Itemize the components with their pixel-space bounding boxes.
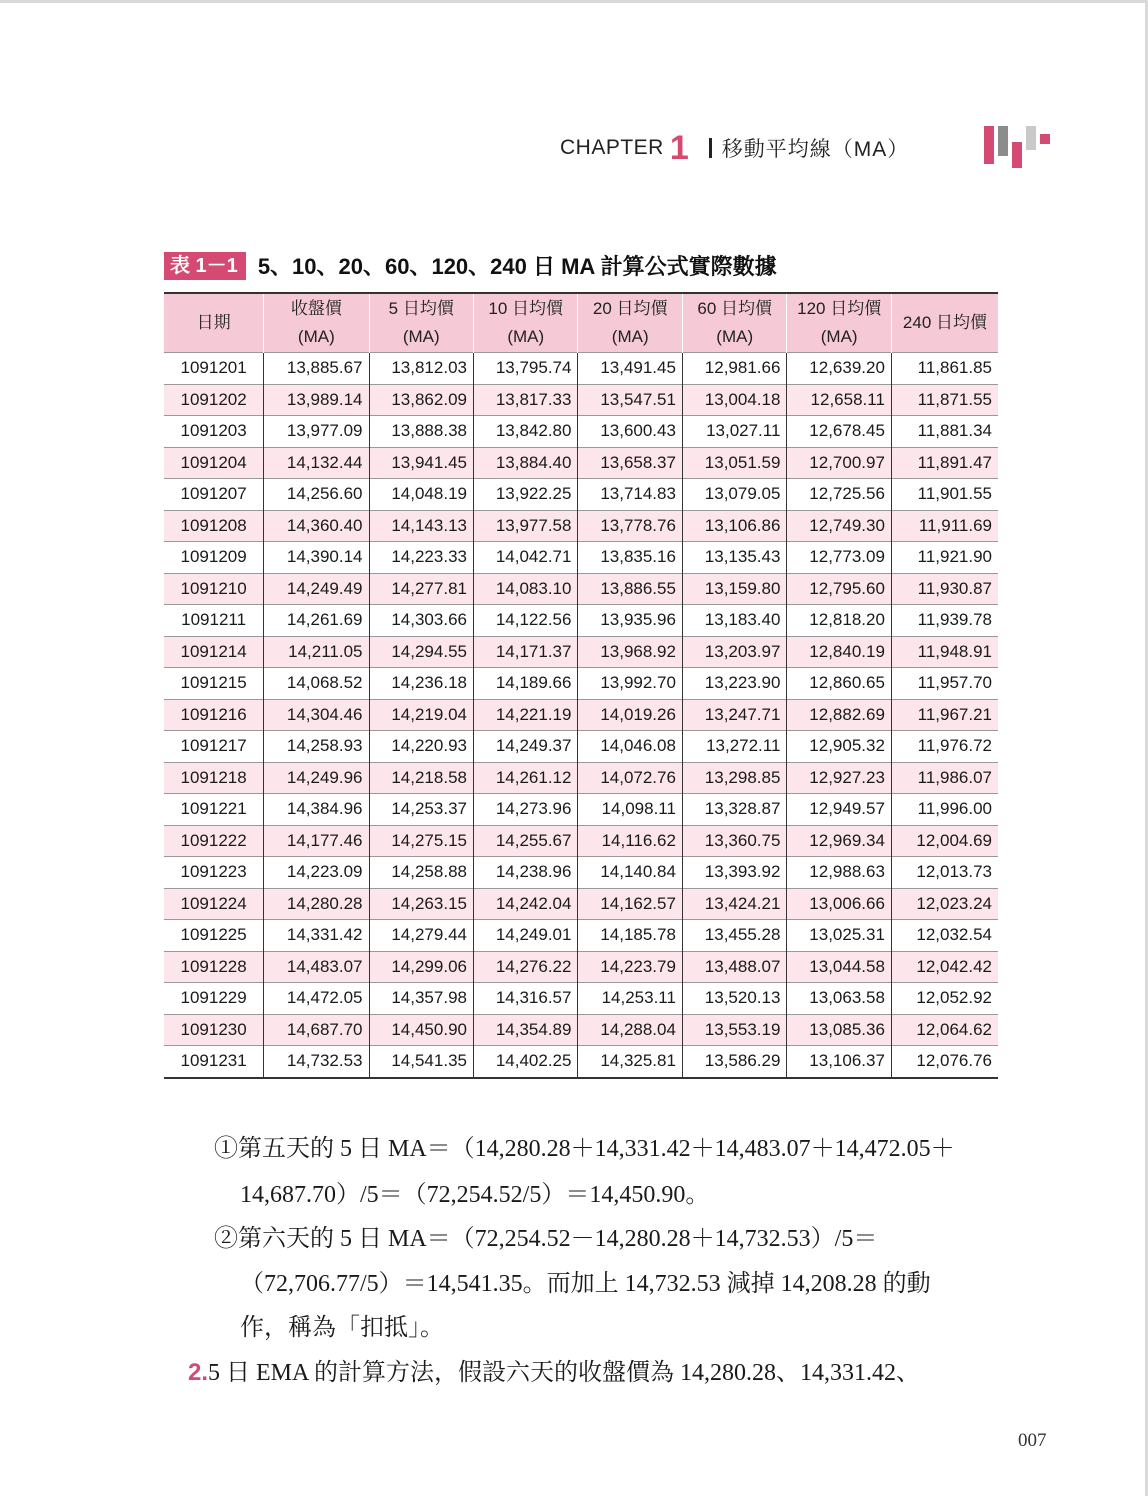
column-header-line-1: 240 日均價 (902, 313, 987, 332)
value-cell: 13,658.37 (578, 447, 682, 479)
table-row (164, 416, 998, 448)
value-cell: 14,687.70 (264, 1014, 369, 1046)
column-header-line-2: (MA) (611, 327, 649, 346)
table-row (164, 920, 998, 952)
value-cell: 14,249.49 (264, 573, 369, 605)
value-cell: 13,393.92 (682, 857, 786, 889)
page-edge-top (0, 0, 1148, 3)
value-cell: 13,183.40 (682, 605, 786, 637)
value-cell: 14,384.96 (264, 794, 369, 826)
column-header-6 (787, 293, 891, 353)
value-cell: 13,520.13 (682, 983, 786, 1015)
value-cell: 14,177.46 (264, 825, 369, 857)
column-header-2 (369, 293, 473, 353)
value-cell: 14,316.57 (473, 983, 577, 1015)
value-cell: 12,639.20 (787, 353, 891, 385)
value-cell: 13,328.87 (682, 794, 786, 826)
value-cell: 12,076.76 (891, 1046, 998, 1078)
value-cell: 14,276.22 (473, 951, 577, 983)
value-cell: 13,714.83 (578, 479, 682, 511)
value-cell: 14,249.96 (264, 762, 369, 794)
value-cell: 14,258.93 (264, 731, 369, 763)
chapter-number: 1 (669, 129, 689, 167)
value-cell: 14,263.15 (369, 888, 473, 920)
value-cell: 12,840.19 (787, 636, 891, 668)
chapter-word: CHAPTER (560, 136, 664, 159)
value-cell: 14,223.79 (578, 951, 682, 983)
column-header-line-1: 60 日均價 (697, 299, 773, 318)
value-cell: 11,948.91 (891, 636, 998, 668)
value-cell: 13,795.74 (473, 353, 577, 385)
column-header-7 (891, 293, 998, 353)
value-cell: 12,773.09 (787, 542, 891, 574)
date-cell: 1091222 (164, 825, 264, 857)
value-cell: 13,586.29 (682, 1046, 786, 1078)
value-cell: 14,068.52 (264, 668, 369, 700)
value-cell: 12,795.60 (787, 573, 891, 605)
date-cell: 1091208 (164, 510, 264, 542)
column-header-0 (164, 293, 264, 353)
value-cell: 14,238.96 (473, 857, 577, 889)
value-cell: 13,835.16 (578, 542, 682, 574)
value-cell: 13,968.92 (578, 636, 682, 668)
value-cell: 12,860.65 (787, 668, 891, 700)
value-cell: 13,842.80 (473, 416, 577, 448)
value-cell: 13,135.43 (682, 542, 786, 574)
value-cell: 13,977.58 (473, 510, 577, 542)
value-cell: 12,882.69 (787, 699, 891, 731)
date-cell: 1091215 (164, 668, 264, 700)
value-cell: 14,162.57 (578, 888, 682, 920)
value-cell: 14,331.42 (264, 920, 369, 952)
column-header-line-1: 10 日均價 (488, 299, 564, 318)
value-cell: 12,905.32 (787, 731, 891, 763)
value-cell: 12,013.73 (891, 857, 998, 889)
value-cell: 14,450.90 (369, 1014, 473, 1046)
value-cell: 13,812.03 (369, 353, 473, 385)
value-cell: 14,732.53 (264, 1046, 369, 1078)
value-cell: 13,424.21 (682, 888, 786, 920)
value-cell: 11,861.85 (891, 353, 998, 385)
value-cell: 11,939.78 (891, 605, 998, 637)
value-cell: 14,223.33 (369, 542, 473, 574)
value-cell: 14,299.06 (369, 951, 473, 983)
value-cell: 11,921.90 (891, 542, 998, 574)
value-cell: 13,298.85 (682, 762, 786, 794)
value-cell: 13,888.38 (369, 416, 473, 448)
date-cell: 1091207 (164, 479, 264, 511)
date-cell: 1091202 (164, 384, 264, 416)
column-header-4 (578, 293, 682, 353)
ma-data-table (164, 292, 998, 1079)
bar-3 (1012, 142, 1022, 168)
value-cell: 13,027.11 (682, 416, 786, 448)
value-cell: 14,255.67 (473, 825, 577, 857)
value-cell: 14,219.04 (369, 699, 473, 731)
table-body (164, 353, 998, 1078)
value-cell: 12,927.23 (787, 762, 891, 794)
table-row (164, 888, 998, 920)
value-cell: 14,122.56 (473, 605, 577, 637)
value-cell: 12,969.34 (787, 825, 891, 857)
date-cell: 1091230 (164, 1014, 264, 1046)
value-cell: 13,159.80 (682, 573, 786, 605)
value-cell: 13,203.97 (682, 636, 786, 668)
value-cell: 14,132.44 (264, 447, 369, 479)
value-cell: 14,218.58 (369, 762, 473, 794)
value-cell: 13,360.75 (682, 825, 786, 857)
body-line-5: 作，稱為「扣抵」。 (240, 1315, 444, 1341)
table-row (164, 825, 998, 857)
value-cell: 13,886.55 (578, 573, 682, 605)
value-cell: 14,249.37 (473, 731, 577, 763)
value-cell: 14,019.26 (578, 699, 682, 731)
value-cell: 13,600.43 (578, 416, 682, 448)
table-row (164, 983, 998, 1015)
table-title (164, 250, 777, 281)
body-line-2: 14,687.70）/5＝（72,254.52/5）＝14,450.90。 (240, 1182, 710, 1208)
value-cell: 14,288.04 (578, 1014, 682, 1046)
bar-4 (1026, 126, 1036, 150)
value-cell: 14,294.55 (369, 636, 473, 668)
value-cell: 13,862.09 (369, 384, 473, 416)
body-line-4: （72,706.77/5）＝14,541.35。而加上 14,732.53 減掉 14,208.28 的動 (240, 1271, 931, 1297)
column-header-line-2: (MA) (402, 327, 440, 346)
value-cell: 13,491.45 (578, 353, 682, 385)
date-cell: 1091229 (164, 983, 264, 1015)
date-cell: 1091223 (164, 857, 264, 889)
chapter-header (560, 126, 1080, 170)
value-cell: 14,253.37 (369, 794, 473, 826)
value-cell: 13,992.70 (578, 668, 682, 700)
value-cell: 14,472.05 (264, 983, 369, 1015)
date-cell: 1091216 (164, 699, 264, 731)
point-2-text: 5 日 EMA 的計算方法，假設六天的收盤價為 14,280.28、14,331.42、 (208, 1360, 921, 1386)
value-cell: 14,258.88 (369, 857, 473, 889)
value-cell: 13,044.58 (787, 951, 891, 983)
chapter-separator (709, 138, 712, 158)
chapter-title: 移動平均線（MA） (721, 138, 910, 161)
value-cell: 14,483.07 (264, 951, 369, 983)
column-header-line-2: (MA) (716, 327, 754, 346)
value-cell: 14,223.09 (264, 857, 369, 889)
value-cell: 14,273.96 (473, 794, 577, 826)
table-row (164, 636, 998, 668)
column-header-line-1: 日期 (196, 313, 231, 332)
value-cell: 13,941.45 (369, 447, 473, 479)
value-cell: 14,140.84 (578, 857, 682, 889)
date-cell: 1091214 (164, 636, 264, 668)
date-cell: 1091209 (164, 542, 264, 574)
column-header-line-2: (MA) (507, 327, 545, 346)
value-cell: 13,079.05 (682, 479, 786, 511)
value-cell: 13,455.28 (682, 920, 786, 952)
value-cell: 11,957.70 (891, 668, 998, 700)
table-row (164, 1046, 998, 1078)
chapter-bars-icon (982, 126, 1062, 170)
bar-1 (984, 126, 994, 164)
table-row (164, 699, 998, 731)
date-cell: 1091201 (164, 353, 264, 385)
value-cell: 14,171.37 (473, 636, 577, 668)
value-cell: 14,220.93 (369, 731, 473, 763)
value-cell: 13,884.40 (473, 447, 577, 479)
value-cell: 14,249.01 (473, 920, 577, 952)
column-header-5 (682, 293, 786, 353)
table-row (164, 353, 998, 385)
table-caption: 5、10、20、60、120、240 日 MA 計算公式實際數據 (257, 254, 777, 279)
date-cell: 1091231 (164, 1046, 264, 1078)
value-cell: 14,221.19 (473, 699, 577, 731)
value-cell: 14,325.81 (578, 1046, 682, 1078)
table-row (164, 605, 998, 637)
value-cell: 14,242.04 (473, 888, 577, 920)
column-header-line-1: 5 日均價 (388, 299, 454, 318)
value-cell: 13,778.76 (578, 510, 682, 542)
date-cell: 1091218 (164, 762, 264, 794)
value-cell: 14,253.11 (578, 983, 682, 1015)
value-cell: 13,488.07 (682, 951, 786, 983)
value-cell: 14,116.62 (578, 825, 682, 857)
value-cell: 11,881.34 (891, 416, 998, 448)
value-cell: 13,247.71 (682, 699, 786, 731)
table-header-row (164, 293, 998, 353)
point-2-label: 2. (188, 1359, 209, 1386)
page-number: 007 (1018, 1430, 1047, 1451)
value-cell: 14,402.25 (473, 1046, 577, 1078)
value-cell: 13,106.86 (682, 510, 786, 542)
value-cell: 11,901.55 (891, 479, 998, 511)
value-cell: 12,725.56 (787, 479, 891, 511)
value-cell: 12,052.92 (891, 983, 998, 1015)
table-head (164, 293, 998, 353)
date-cell: 1091225 (164, 920, 264, 952)
value-cell: 13,922.25 (473, 479, 577, 511)
value-cell: 12,004.69 (891, 825, 998, 857)
value-cell: 14,280.28 (264, 888, 369, 920)
value-cell: 13,006.66 (787, 888, 891, 920)
table-row (164, 668, 998, 700)
value-cell: 13,817.33 (473, 384, 577, 416)
value-cell: 11,891.47 (891, 447, 998, 479)
value-cell: 12,749.30 (787, 510, 891, 542)
value-cell: 12,949.57 (787, 794, 891, 826)
table-row (164, 384, 998, 416)
value-cell: 14,046.08 (578, 731, 682, 763)
table-row (164, 794, 998, 826)
table-row (164, 447, 998, 479)
value-cell: 13,977.09 (264, 416, 369, 448)
value-cell: 14,042.71 (473, 542, 577, 574)
value-cell: 11,986.07 (891, 762, 998, 794)
value-cell: 14,083.10 (473, 573, 577, 605)
value-cell: 14,261.12 (473, 762, 577, 794)
value-cell: 14,072.76 (578, 762, 682, 794)
value-cell: 14,211.05 (264, 636, 369, 668)
date-cell: 1091224 (164, 888, 264, 920)
column-header-line-1: 120 日均價 (797, 299, 882, 318)
bar-2 (998, 126, 1008, 156)
value-cell: 13,025.31 (787, 920, 891, 952)
value-cell: 14,098.11 (578, 794, 682, 826)
value-cell: 13,547.51 (578, 384, 682, 416)
table-row (164, 1014, 998, 1046)
date-cell: 1091203 (164, 416, 264, 448)
value-cell: 12,023.24 (891, 888, 998, 920)
value-cell: 14,303.66 (369, 605, 473, 637)
table-row (164, 951, 998, 983)
value-cell: 13,004.18 (682, 384, 786, 416)
body-line-3: ②第六天的 5 日 MA＝（72,254.52－14,280.28＋14,732.53）/5＝ (214, 1226, 878, 1252)
value-cell: 14,256.60 (264, 479, 369, 511)
column-header-line-1: 收盤價 (290, 299, 342, 318)
table-row (164, 731, 998, 763)
body-point-2 (188, 1352, 920, 1387)
value-cell: 13,085.36 (787, 1014, 891, 1046)
value-cell: 11,976.72 (891, 731, 998, 763)
value-cell: 12,064.62 (891, 1014, 998, 1046)
value-cell: 11,871.55 (891, 384, 998, 416)
table-row (164, 573, 998, 605)
value-cell: 14,304.46 (264, 699, 369, 731)
value-cell: 13,223.90 (682, 668, 786, 700)
value-cell: 13,553.19 (682, 1014, 786, 1046)
value-cell: 11,911.69 (891, 510, 998, 542)
date-cell: 1091217 (164, 731, 264, 763)
body-line-1: ①第五天的 5 日 MA＝（14,280.28＋14,331.42＋14,483.07＋14,472.05＋ (214, 1136, 955, 1162)
value-cell: 12,032.54 (891, 920, 998, 952)
value-cell: 14,275.15 (369, 825, 473, 857)
value-cell: 14,390.14 (264, 542, 369, 574)
date-cell: 1091221 (164, 794, 264, 826)
table-row (164, 857, 998, 889)
table-row (164, 762, 998, 794)
value-cell: 14,185.78 (578, 920, 682, 952)
value-cell: 13,272.11 (682, 731, 786, 763)
table-tag: 表 1－1 (164, 252, 246, 280)
value-cell: 14,541.35 (369, 1046, 473, 1078)
value-cell: 14,048.19 (369, 479, 473, 511)
value-cell: 12,988.63 (787, 857, 891, 889)
value-cell: 14,261.69 (264, 605, 369, 637)
value-cell: 14,354.89 (473, 1014, 577, 1046)
value-cell: 13,063.58 (787, 983, 891, 1015)
table-row (164, 510, 998, 542)
value-cell: 14,236.18 (369, 668, 473, 700)
date-cell: 1091228 (164, 951, 264, 983)
value-cell: 14,360.40 (264, 510, 369, 542)
value-cell: 11,967.21 (891, 699, 998, 731)
value-cell: 12,658.11 (787, 384, 891, 416)
bar-5 (1040, 134, 1050, 144)
column-header-1 (264, 293, 369, 353)
date-cell: 1091211 (164, 605, 264, 637)
value-cell: 12,042.42 (891, 951, 998, 983)
column-header-line-1: 20 日均價 (592, 299, 668, 318)
value-cell: 14,277.81 (369, 573, 473, 605)
value-cell: 13,935.96 (578, 605, 682, 637)
date-cell: 1091210 (164, 573, 264, 605)
value-cell: 11,930.87 (891, 573, 998, 605)
value-cell: 12,981.66 (682, 353, 786, 385)
value-cell: 11,996.00 (891, 794, 998, 826)
value-cell: 14,357.98 (369, 983, 473, 1015)
value-cell: 12,678.45 (787, 416, 891, 448)
column-header-line-2: (MA) (820, 327, 858, 346)
table-row (164, 479, 998, 511)
value-cell: 13,106.37 (787, 1046, 891, 1078)
value-cell: 13,051.59 (682, 447, 786, 479)
date-cell: 1091204 (164, 447, 264, 479)
table-row (164, 542, 998, 574)
value-cell: 12,700.97 (787, 447, 891, 479)
value-cell: 14,143.13 (369, 510, 473, 542)
value-cell: 13,885.67 (264, 353, 369, 385)
value-cell: 14,279.44 (369, 920, 473, 952)
column-header-line-2: (MA) (297, 327, 335, 346)
value-cell: 12,818.20 (787, 605, 891, 637)
value-cell: 14,189.66 (473, 668, 577, 700)
value-cell: 13,989.14 (264, 384, 369, 416)
column-header-3 (473, 293, 577, 353)
